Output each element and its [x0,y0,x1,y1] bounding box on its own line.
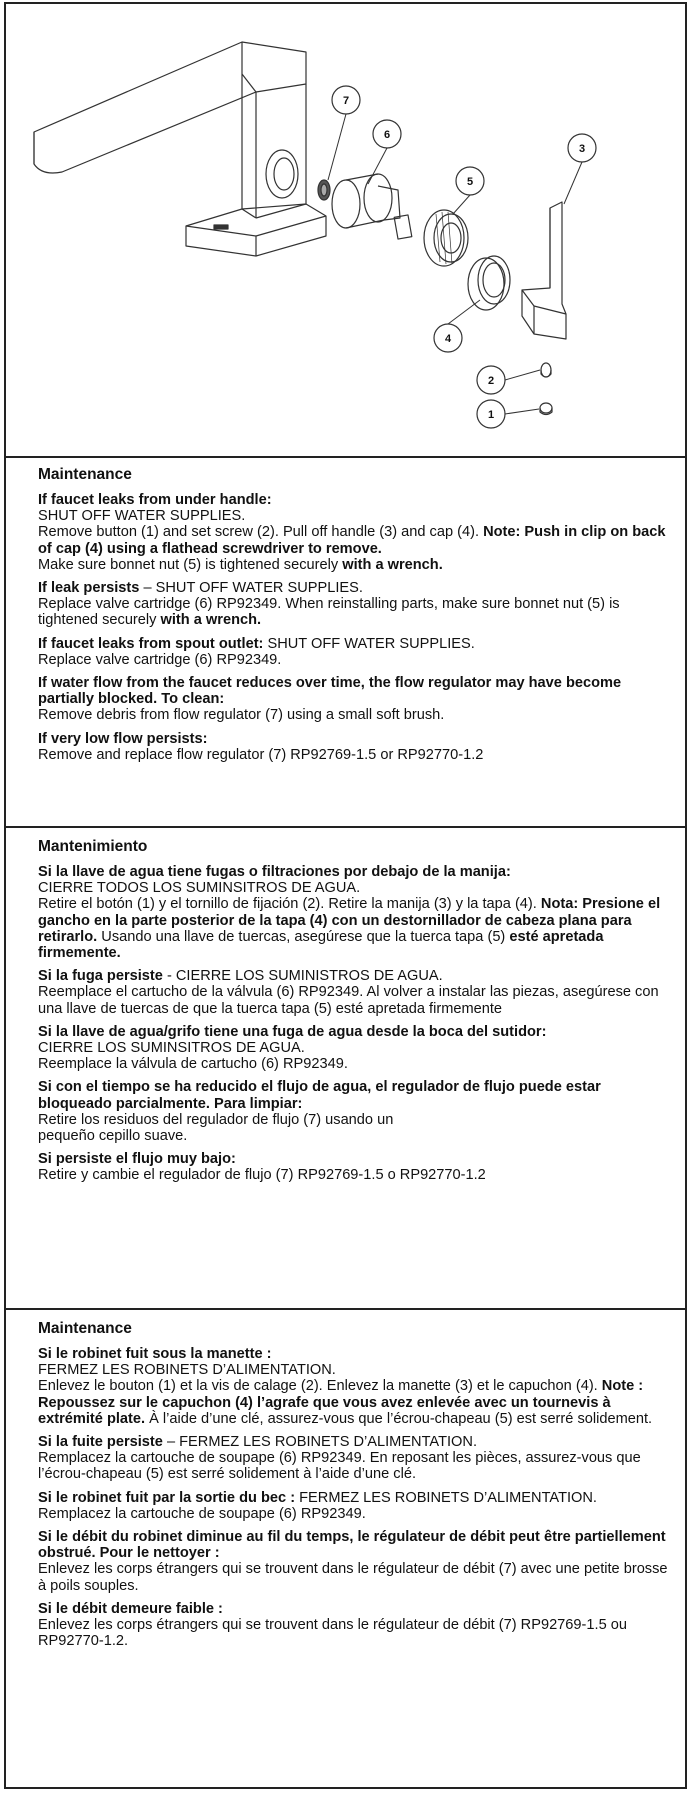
block-heading: If very low flow persists: [38,730,208,747]
block-line: – SHUT OFF WATER SUPPLIES. [143,580,363,597]
callout-3: 3 [578,143,586,155]
block-heading: If faucet leaks from spout outlet: [38,635,264,652]
block-flow-reduced [38,1529,675,1594]
block-line: pequeño cepillo suave. [38,1128,188,1145]
handle-illustration [522,202,566,339]
block-line: Replace valve cartridge (6) RP92349. [38,651,282,668]
block-line: Replace valve cartridge (6) RP92349. When reinstalling parts, make sure bonnet nut (5) is tightened securely [38,596,620,629]
block-line: SHUT OFF WATER SUPPLIES. [38,508,246,525]
block-leak-spout [38,1490,675,1522]
set-screw-illustration [541,363,551,377]
block-heading: Si le débit demeure faible : [38,1600,223,1617]
block-leak-persists [38,968,675,1017]
block-leak-spout [38,636,675,668]
block-line: Reemplace la válvula de cartucho (6) RP92349. [38,1056,348,1073]
block-leak-spout [38,1024,675,1073]
block-heading: Si le robinet fuit par la sortie du bec : [38,1489,296,1506]
block-line: Retire el botón (1) y el tornillo de fijación (2). Retire la manija (3) y la tapa (4). [38,896,537,913]
block-line: Remove and replace flow regulator (7) RP92769-1.5 or RP92770-1.2 [38,746,484,763]
block-flow-reduced [38,1079,675,1144]
faucet-body-illustration [34,42,326,256]
block-emphasis: with a wrench. [160,612,262,629]
block-flow-reduced [38,675,675,724]
block-line: - CIERRE LOS SUMINISTROS DE AGUA. [166,968,443,985]
block-line: Make sure bonnet nut (5) is tightened securely [38,556,339,573]
block-line: Retire y cambie el regulador de flujo (7) RP92769-1.5 o RP92770-1.2 [38,1167,486,1184]
block-leak-under-handle [38,864,675,961]
block-heading: Si persiste el flujo muy bajo: [38,1151,236,1168]
block-line: Usando una llave de tuercas, asegúrese que la tuerca tapa (5) [101,928,506,945]
block-leak-under-handle [38,1346,675,1427]
block-heading: If water flow from the faucet reduces over time, the flow regulator may have become partially blocked. To clean: [38,675,622,708]
instruction-sheet [4,2,687,1789]
valve-cartridge-illustration [332,174,412,239]
exploded-parts-diagram [6,4,685,458]
block-line: Enlevez le bouton (1) et la vis de calage (2). Enlevez la manette (3) et le capuchon (4). [38,1378,598,1395]
section-title: Maintenance [38,466,132,483]
block-heading: Si la fuite persiste [38,1434,163,1451]
block-line: Remove debris from flow regulator (7) using a small soft brush. [38,707,445,724]
block-line: Retire los residuos del regulador de flujo (7) usando un [38,1111,394,1128]
block-line: Enlevez les corps étrangers qui se trouvent dans le régulateur de débit (7) avec une petite brosse à poils souples. [38,1561,668,1594]
block-line: FERMEZ LES ROBINETS D’ALIMENTATION. [38,1362,336,1379]
block-leak-under-handle [38,492,675,573]
section-title: Maintenance [38,1320,132,1337]
block-note: Note: Push in clip on back of cap (4) using a flathead screwdriver to remove. [38,524,666,557]
section-title: Mantenimiento [38,838,148,855]
callout-1: 1 [487,409,495,421]
maintenance-section-french [6,1310,685,1787]
block-line: CIERRE TODOS LOS SUMINSITROS DE AGUA. [38,880,361,897]
block-leak-persists [38,1434,675,1483]
block-heading: Si la llave de agua/grifo tiene una fuga de agua desde la boca del sutidor: [38,1023,547,1040]
block-line: Remplacez la cartouche de soupape (6) RP92349. [38,1505,366,1522]
callout-4: 4 [444,333,452,345]
block-line: Enlevez les corps étrangers qui se trouvent dans le régulateur de débit (7) RP92769-1.5 ou RP92770-1.2. [38,1617,627,1650]
flow-regulator-illustration [318,180,330,200]
block-note: Note : Repoussez sur le capuchon (4) l’agrafe que vous avez enlevée avec un tournevis à extrémité plate. [38,1378,644,1427]
block-heading: If faucet leaks from under handle: [38,492,272,508]
block-line: Reemplace el cartucho de la válvula (6) RP92349. Al volver a instalar las piezas, asegúrese con una llave de tuercas de que la tuerca tapa (5) esté apretada firmemente [38,984,659,1017]
button-illustration [540,403,552,415]
block-line: FERMEZ LES ROBINETS D’ALIMENTATION. [299,1489,597,1506]
block-heading: Si le robinet fuit sous la manette : [38,1346,272,1362]
callout-7: 7 [342,95,350,107]
block-heading: If leak persists [38,580,140,597]
block-note: Nota: Presione el gancho en la parte posterior de la tapa (4) con un destornillador de cabeza plana para retirarlo. [38,896,661,945]
block-heading: Si con el tiempo se ha reducido el flujo de agua, el regulador de flujo puede estar bloqueado parcialmente. Para limpiar: [38,1079,601,1112]
callout-2: 2 [487,375,495,387]
block-emphasis: esté apretada firmemente. [38,928,604,962]
block-line: Remove button (1) and set screw (2). Pull off handle (3) and cap (4). [38,524,480,541]
block-heading: Si le débit du robinet diminue au fil du temps, le régulateur de débit peut être partiellement obstrué. Pour le nettoyer : [38,1529,666,1562]
cap-illustration [468,256,510,310]
maintenance-section-spanish [6,828,685,1310]
block-line: Remplacez la cartouche de soupape (6) RP92349. En reposant les pièces, assurez-vous que l’écrou-chapeau (5) est serré solidement à l’aide d’une clé. [38,1450,641,1483]
block-heading: Si la fuga persiste [38,968,163,985]
block-line: CIERRE LOS SUMINSITROS DE AGUA. [38,1040,305,1057]
block-leak-persists [38,580,675,629]
block-line: SHUT OFF WATER SUPPLIES. [267,635,475,652]
block-line: À l’aide d’une clé, assurez-vous que l’écrou-chapeau (5) est serré solidement. [149,1410,653,1427]
callout-6: 6 [383,129,391,141]
block-low-flow [38,1151,675,1183]
block-low-flow [38,1601,675,1650]
block-heading: Si la llave de agua tiene fugas o filtraciones por debajo de la manija: [38,864,511,880]
bonnet-nut-illustration [424,210,468,266]
maintenance-section-english [6,456,685,828]
block-line: – FERMEZ LES ROBINETS D’ALIMENTATION. [166,1434,477,1451]
block-emphasis: with a wrench. [342,556,443,573]
callout-5: 5 [466,176,474,188]
block-low-flow [38,731,675,763]
